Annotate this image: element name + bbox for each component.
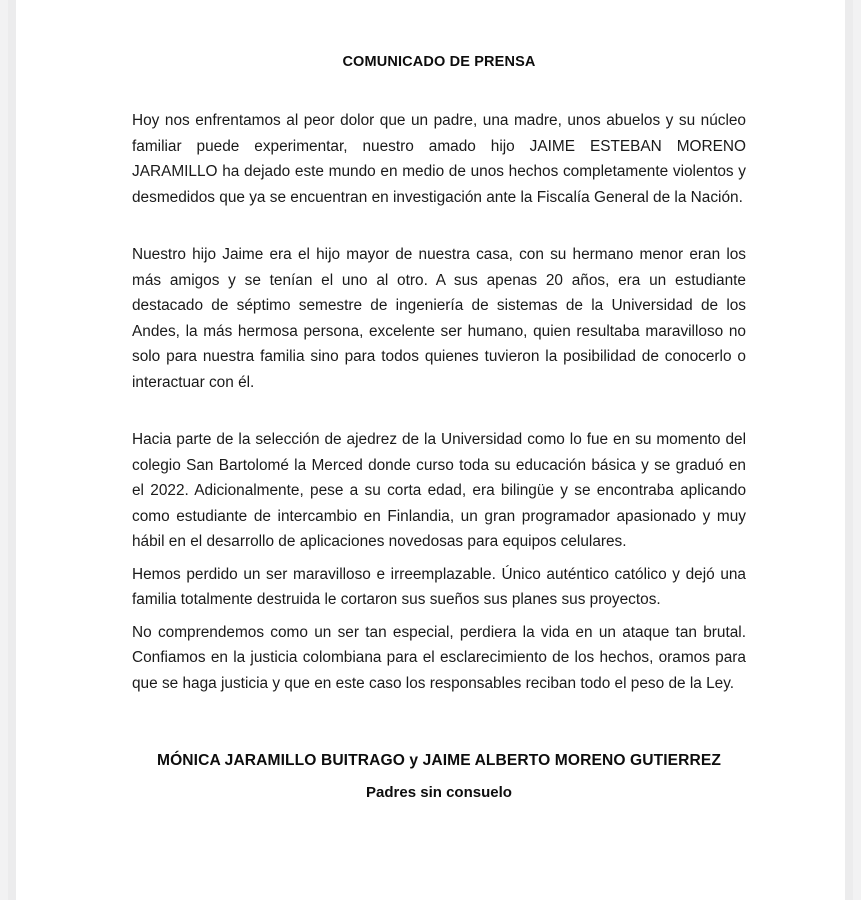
paragraph-2: Nuestro hijo Jaime era el hijo mayor de nuestra casa, con su hermano menor eran los más amigos y se tenían el uno al otro. A sus apenas 20 años, era un estudiante destacado de séptimo semestre de ingeniería de sistemas de la Universidad de los Andes, la más hermosa persona, excelente ser humano, quien resultaba maravilloso no solo para nuestra familia sino para todos quienes tuvieron la posibilidad de conocerlo o interactuar con él. xyxy=(132,246,746,391)
signature-role: Padres sin consuelo xyxy=(366,784,512,801)
paragraph-4: Hemos perdido un ser maravilloso e irreemplazable. Único auténtico católico y dejó una familia totalmente destruida le cortaron sus sueños sus planes sus proyectos. xyxy=(132,565,746,608)
paragraph-5: No comprendemos como un ser tan especial, perdiera la vida en un ataque tan brutal. Confiamos en la justicia colombiana para el esclarecimiento de los hechos, oramos para que se haga justicia y que en este caso los responsables reciban todo el peso de la Ley. xyxy=(132,623,746,692)
spacer-p4-p5 xyxy=(132,613,746,620)
spacer-p2-p3 xyxy=(132,395,746,427)
spacer-p1-p2 xyxy=(132,210,746,242)
document-content xyxy=(132,0,746,801)
signature-names: MÓNICA JARAMILLO BUITRAGO y JAIME ALBERTO MORENO GUTIERREZ xyxy=(156,752,721,769)
paragraph-1: Hoy nos enfrentamos al peor dolor que un padre, una madre, unos abuelos y su núcleo familiar puede experimentar, nuestro amado hijo JAIME ESTEBAN MORENO JARAMILLO ha dejado este mundo en medio de unos hechos completamente violentos y desmedidos que ya se encuentran en investigación ante la Fiscalía General de la Nación. xyxy=(132,112,746,206)
spacer-p3-p4 xyxy=(132,555,746,562)
spacer-before-signature xyxy=(132,696,746,752)
spacer-title xyxy=(132,70,746,108)
page-left-margin-strip xyxy=(8,0,16,900)
document-title: COMUNICADO DE PRENSA xyxy=(342,54,536,70)
spacer-signature-inner xyxy=(132,770,746,784)
document-page xyxy=(8,0,853,900)
page-right-margin-strip xyxy=(845,0,853,900)
paragraph-3: Hacia parte de la selección de ajedrez de la Universidad como lo fue en su momento del colegio San Bartolomé la Merced donde curso toda su educación básica y se graduó en el 2022. Adicionalmente, pese a su corta edad, era bilingüe y se encontraba aplicando como estudiante de intercambio en Finlandia, un gran programador apasionado y muy hábil en el desarrollo de aplicaciones novedosas para equipos celulares. xyxy=(132,431,746,550)
